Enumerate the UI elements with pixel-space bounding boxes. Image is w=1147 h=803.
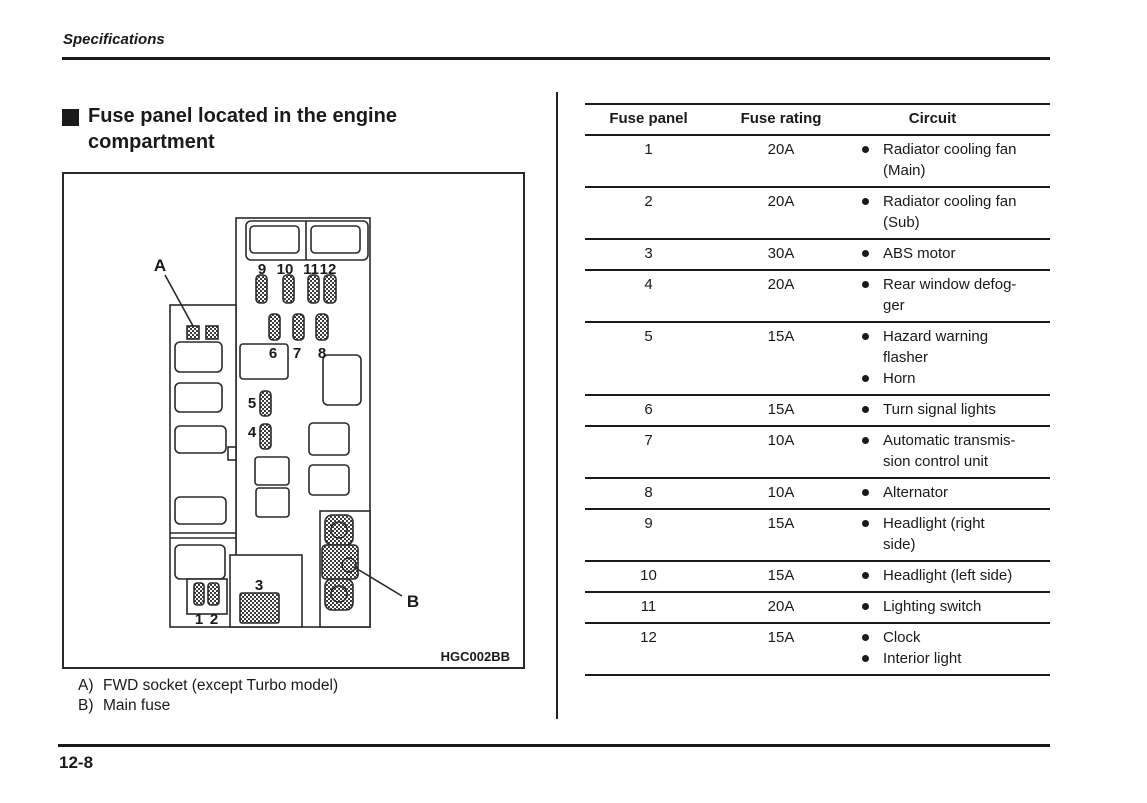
fuse-rating-cell: 20A (767, 141, 795, 158)
circuit-cell (850, 596, 1050, 617)
figure-caption-code: HGC002BB (440, 649, 510, 664)
circuit-cell (850, 627, 1050, 669)
fuse-panel-cell: 3 (644, 245, 653, 262)
circuit-text: Horn (883, 370, 916, 387)
circuit-text: Clock (883, 629, 921, 646)
column-divider (556, 92, 558, 719)
fuse-rating-cell: 15A (767, 328, 795, 345)
circuit-text: Radiator cooling fan (Main) (883, 141, 1017, 179)
fuse-label-6: 6 (268, 345, 278, 362)
circuit-text: Rear window defog- ger (883, 276, 1017, 314)
bullet-icon (862, 634, 869, 641)
table-row (585, 323, 1050, 396)
bullet-icon (862, 572, 869, 579)
fuse-panel-cell: 5 (644, 328, 653, 345)
circuit-cell (850, 326, 1050, 389)
fuse-7 (293, 314, 304, 340)
fuse-label-7: 7 (292, 345, 302, 362)
circuit-cell (850, 430, 1050, 472)
relay-slot-box (309, 465, 349, 495)
circuit-cell (850, 513, 1050, 555)
circuit-cell (850, 274, 1050, 316)
fuse-panel-cell: 6 (644, 401, 653, 418)
fuse-panel-cell: 4 (644, 276, 653, 293)
section-heading-text (88, 103, 397, 155)
fuse-label-9: 9 (257, 261, 267, 278)
fuse-label-3: 3 (254, 577, 264, 594)
circuit-item (862, 274, 1050, 316)
circuit-item (862, 368, 1050, 389)
fuse-panel-cell: 11 (640, 598, 657, 615)
fuse-panel-cell: 2 (644, 193, 653, 210)
fuse-panel-cell: 10 (640, 567, 657, 584)
fuse-rating-cell: 30A (767, 245, 795, 262)
bullet-icon (862, 655, 869, 662)
fuse-panel-cell: 9 (644, 515, 653, 532)
legend-key-a: A) (78, 677, 94, 694)
fuse-label-10: 10 (276, 261, 294, 278)
fuse-rating-cell: 10A (767, 432, 795, 449)
section-heading (62, 103, 532, 155)
table-row (585, 593, 1050, 624)
legend-text-b: Main fuse (103, 696, 171, 714)
circuit-text: Lighting switch (883, 598, 982, 615)
bullet-icon (862, 281, 869, 288)
circuit-item (862, 482, 1050, 503)
table-row (585, 562, 1050, 593)
fuse-row-6-8 (269, 314, 328, 340)
page-number: 12-8 (59, 753, 94, 772)
fuse-panel-figure (62, 172, 525, 669)
table-row (585, 136, 1050, 188)
fuse-rating-cell: 10A (767, 484, 795, 501)
fuse-2 (208, 583, 219, 605)
table-row (585, 188, 1050, 240)
square-bullet-icon (62, 109, 79, 126)
column-header-circuit: Circuit (908, 110, 957, 127)
fuse-5 (260, 391, 271, 416)
circuit-item (862, 648, 1050, 669)
legend-item-b (78, 696, 338, 716)
header-rule (62, 57, 1050, 60)
page-header-title: Specifications (63, 31, 165, 48)
fuse-rating-cell: 20A (767, 193, 795, 210)
fuse-label-5: 5 (247, 395, 257, 412)
fuse-rating-cell: 15A (767, 401, 795, 418)
legend-key-b: B) (78, 696, 94, 714)
circuit-item (862, 326, 1050, 368)
callout-a-label: A (153, 256, 167, 275)
column-header-fuse-panel: Fuse panel (609, 110, 688, 127)
heading-line-1: Fuse panel located in the engine (88, 105, 397, 127)
bullet-icon (862, 489, 869, 496)
column-header-fuse-rating: Fuse rating (740, 110, 822, 127)
relay-slot-box (323, 355, 361, 405)
circuit-text: Interior light (883, 650, 962, 667)
circuit-cell (850, 139, 1050, 181)
relay-slot-box (256, 488, 289, 517)
relay-slot-box (309, 423, 349, 455)
legend-item-a (78, 676, 338, 696)
circuit-cell (850, 565, 1050, 586)
bullet-icon (862, 333, 869, 340)
circuit-text: Headlight (left side) (883, 567, 1013, 584)
circuit-cell (850, 482, 1050, 503)
bullet-icon (862, 603, 869, 610)
fuse-rating-cell: 15A (767, 515, 795, 532)
fuse-panel-cell: 1 (644, 141, 653, 158)
circuit-text: Radiator cooling fan (Sub) (883, 193, 1017, 231)
fuse-label-11: 11 (303, 261, 319, 278)
fuse-table-body (585, 136, 1050, 676)
circuit-text: ABS motor (883, 245, 956, 262)
fuse-3 (240, 593, 279, 623)
fuse-table-header (585, 103, 1050, 136)
fuse-4 (260, 424, 271, 449)
fuse-panel-cell: 8 (644, 484, 653, 501)
circuit-text: Hazard warning flasher (883, 328, 989, 366)
table-row (585, 479, 1050, 510)
circuit-cell (850, 191, 1050, 233)
fuse-panel-diagram (64, 174, 523, 667)
fuse-label-12: 12 (319, 261, 337, 278)
fuse-rating-cell: 15A (767, 567, 795, 584)
fuse-9 (256, 275, 267, 303)
fuse-label-4: 4 (247, 424, 257, 441)
circuit-item (862, 139, 1050, 181)
fuse-12 (324, 275, 336, 303)
circuit-item (862, 565, 1050, 586)
fuse-label-2: 2 (209, 611, 219, 628)
relay-slot-box (255, 457, 289, 485)
circuit-item (862, 191, 1050, 233)
circuit-item (862, 596, 1050, 617)
circuit-item (862, 430, 1050, 472)
fuse-11 (308, 275, 319, 303)
circuit-item (862, 399, 1050, 420)
table-row (585, 427, 1050, 479)
bullet-icon (862, 250, 869, 257)
bullet-icon (862, 198, 869, 205)
footer-rule (58, 744, 1050, 747)
circuit-text: Alternator (883, 484, 949, 501)
circuit-text: Headlight (right side) (883, 515, 985, 553)
fuse-panel-cell: 7 (644, 432, 653, 449)
fuse-6 (269, 314, 280, 340)
fuse-panel-cell: 12 (640, 629, 657, 646)
circuit-item (862, 627, 1050, 648)
circuit-cell (850, 243, 1050, 264)
bullet-icon (862, 375, 869, 382)
fuse-10 (283, 275, 294, 303)
fuse-rating-cell: 20A (767, 598, 795, 615)
table-row (585, 396, 1050, 427)
circuit-cell (850, 399, 1050, 420)
circuit-text: Automatic transmis- sion control unit (883, 432, 1016, 470)
fuse-label-8: 8 (317, 345, 327, 362)
fuse-table (585, 103, 1050, 676)
fuse-rating-cell: 15A (767, 629, 795, 646)
table-row (585, 510, 1050, 562)
table-row (585, 240, 1050, 271)
main-fuse (320, 511, 402, 627)
fuse-block-1-2 (187, 579, 227, 614)
circuit-text: Turn signal lights (883, 401, 996, 418)
fuse-rating-cell: 20A (767, 276, 795, 293)
fuse-8 (316, 314, 328, 340)
table-row (585, 624, 1050, 676)
fuse-1 (194, 583, 204, 605)
bullet-icon (862, 437, 869, 444)
circuit-item (862, 513, 1050, 555)
heading-line-2: compartment (88, 131, 215, 153)
bullet-icon (862, 406, 869, 413)
bullet-icon (862, 520, 869, 527)
table-row (585, 271, 1050, 323)
relay-box (246, 221, 368, 260)
figure-legend (78, 676, 338, 715)
legend-text-a: FWD socket (except Turbo model) (103, 677, 339, 694)
fuse-label-1: 1 (194, 611, 204, 628)
callout-b-label: B (406, 592, 420, 611)
bullet-icon (862, 146, 869, 153)
relay-slot-box (240, 344, 288, 379)
circuit-item (862, 243, 1050, 264)
fuse-block-3 (230, 555, 302, 627)
